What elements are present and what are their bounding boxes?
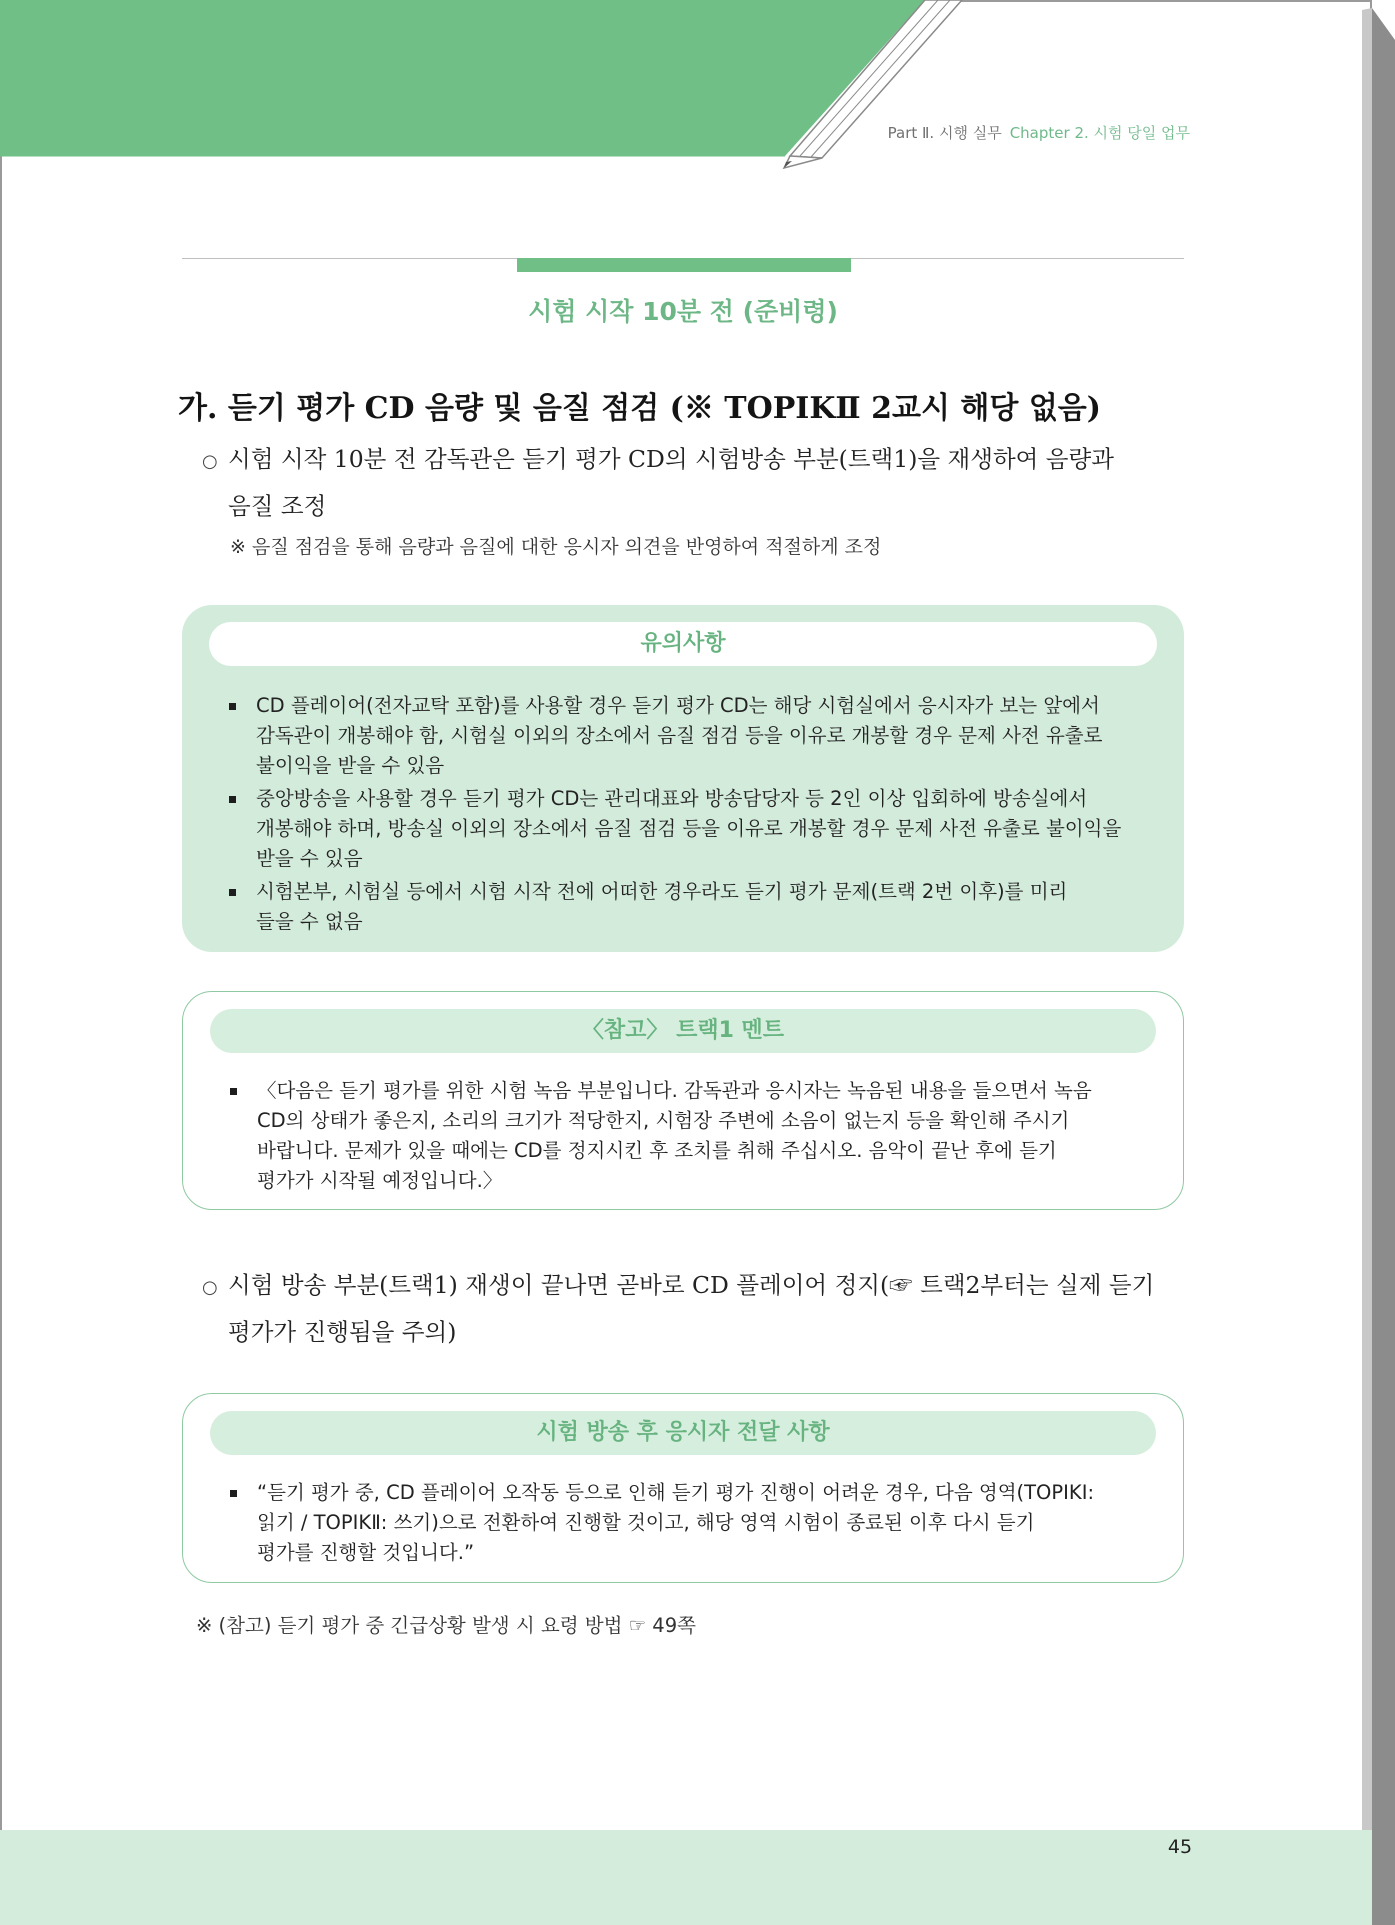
- note-text: ※ 음질 점검을 통해 음량과 음질에 대한 응시자 의견을 반영하여 적절하게 조정: [230, 536, 882, 558]
- page-number: 45: [1167, 1836, 1193, 1858]
- square-bullet-icon: [229, 889, 236, 896]
- list-item-line: 〈다음은 듣기 평가를 위한 시험 녹음 부분입니다. 감독관과 응시자는 녹음된 내용을 들으면서 녹음: [257, 1079, 1092, 1102]
- section-title: 시험 시작 10분 전 (준비령): [528, 297, 838, 326]
- list-item-line: 들을 수 없음: [256, 910, 363, 933]
- running-head-chapter: Chapter 2. 시험 당일 업무: [1009, 124, 1190, 142]
- running-head: [888, 122, 1190, 143]
- caution-box: [182, 605, 1184, 952]
- list-item-line: 중앙방송을 사용할 경우 듣기 평가 CD는 관리대표와 방송담당자 등 2인 이상 입회하에 방송실에서: [256, 787, 1088, 810]
- reference-box: [182, 991, 1184, 1210]
- circle-bullet-icon: ○: [202, 1277, 218, 1298]
- broadcast-notice-box: [182, 1393, 1184, 1583]
- list-item: [230, 1478, 1156, 1568]
- running-head-part: Part Ⅱ. 시행 실무: [887, 124, 1002, 142]
- list-item-line: “듣기 평가 중, CD 플레이어 오작동 등으로 인해 듣기 평가 진행이 어려운 경우, 다음 영역(TOPIKⅠ:: [257, 1481, 1095, 1504]
- list-item-line: 평가가 시작될 예정입니다.〉: [257, 1169, 503, 1192]
- caution-box-title: 유의사항: [209, 622, 1157, 666]
- list-item-line: 평가를 진행할 것입니다.”: [257, 1541, 475, 1564]
- list-item-line: 감독관이 개봉해야 함, 시험실 이외의 장소에서 음질 점검 등을 이유로 개봉할 경우 문제 사전 유출로: [256, 724, 1103, 747]
- square-bullet-icon: [229, 796, 236, 803]
- footnote: ※ (참고) 듣기 평가 중 긴급상황 발생 시 요령 방법 ☞ 49쪽: [196, 1614, 696, 1637]
- caution-list: [229, 691, 1157, 940]
- paragraph-line: 음질 조정: [228, 492, 327, 520]
- list-item-line: 바랍니다. 문제가 있을 때에는 CD를 정지시킨 후 조치를 취해 주십시오. 음악이 끝난 후에 듣기: [257, 1139, 1057, 1162]
- broadcast-list: [230, 1478, 1156, 1571]
- list-item: [229, 877, 1157, 937]
- reference-list: [230, 1076, 1156, 1199]
- header-banner: [0, 0, 1395, 170]
- list-item-line: 불이익을 받을 수 있음: [256, 754, 445, 777]
- paragraph-line: 평가가 진행됨을 주의): [228, 1318, 457, 1346]
- list-item: [229, 691, 1157, 781]
- main-heading: 가. 듣기 평가 CD 음량 및 음질 점검 (※ TOPIKⅡ 2교시 해당 없음): [178, 391, 1101, 426]
- list-item-line: 읽기 / TOPIKⅡ: 쓰기)으로 전환하여 진행할 것이고, 해당 영역 시험이 종료된 이후 다시 듣기: [257, 1511, 1035, 1534]
- circle-bullet-icon: ○: [202, 451, 218, 472]
- title-rule-accent: [517, 258, 851, 272]
- square-bullet-icon: [230, 1490, 237, 1497]
- paragraph-volume-check: [202, 437, 1192, 528]
- square-bullet-icon: [229, 703, 236, 710]
- broadcast-box-title: 시험 방송 후 응시자 전달 사항: [210, 1411, 1156, 1455]
- list-item-line: 개봉해야 하며, 방송실 이외의 장소에서 음질 점검 등을 이유로 개봉할 경우 문제 사전 유출로 불이익을: [256, 817, 1122, 840]
- list-item-line: CD 플레이어(전자교탁 포함)를 사용할 경우 듣기 평가 CD는 해당 시험실에서 응시자가 보는 앞에서: [256, 694, 1100, 717]
- square-bullet-icon: [230, 1088, 237, 1095]
- list-item: [230, 1076, 1156, 1196]
- list-item-line: CD의 상태가 좋은지, 소리의 크기가 적당한지, 시험장 주변에 소음이 없는지 등을 확인해 주시기: [257, 1109, 1070, 1132]
- paragraph-stop-player: [202, 1263, 1192, 1354]
- paragraph-line: 시험 시작 10분 전 감독관은 듣기 평가 CD의 시험방송 부분(트랙1)을 재생하여 음량과: [228, 445, 1114, 473]
- list-item-line: 시험본부, 시험실 등에서 시험 시작 전에 어떠한 경우라도 듣기 평가 문제(트랙 2번 이후)를 미리: [256, 880, 1068, 903]
- reference-box-title: 〈참고〉 트랙1 멘트: [210, 1009, 1156, 1053]
- list-item: [229, 784, 1157, 874]
- list-item-line: 받을 수 있음: [256, 847, 363, 870]
- paragraph-line: 시험 방송 부분(트랙1) 재생이 끝나면 곧바로 CD 플레이어 정지(☞ 트랙2부터는 실제 듣기: [228, 1271, 1155, 1299]
